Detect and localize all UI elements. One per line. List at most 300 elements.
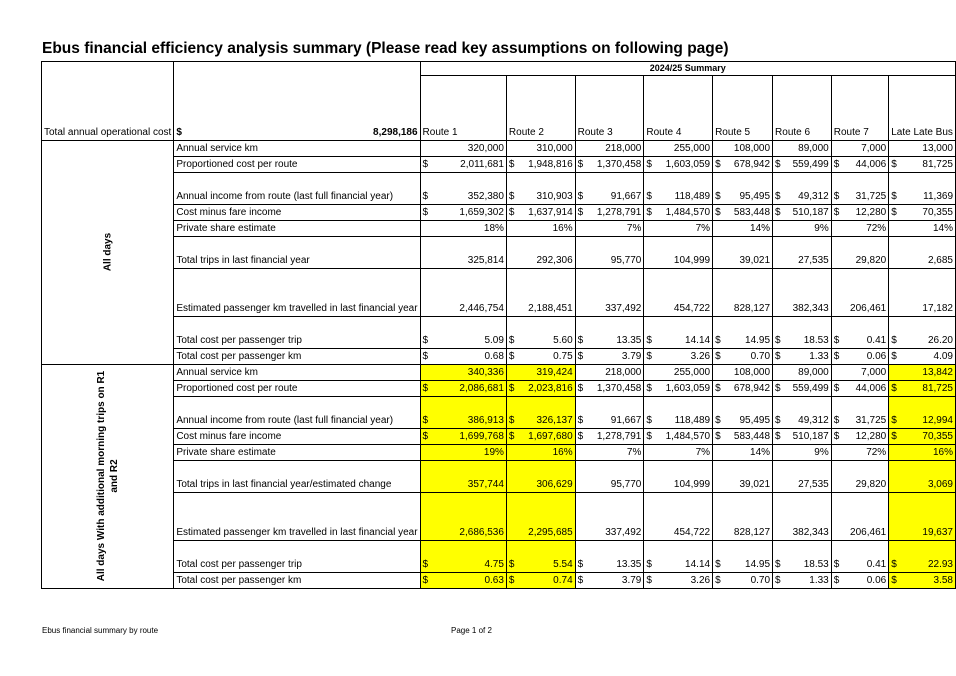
data-cell bbox=[713, 364, 773, 380]
cell-value: 81,725 bbox=[922, 382, 953, 394]
data-cell bbox=[713, 444, 773, 460]
cell-value: 255,000 bbox=[673, 366, 711, 378]
currency-sign: $ bbox=[508, 190, 515, 202]
currency-sign: $ bbox=[891, 382, 897, 394]
currency-sign: $ bbox=[833, 206, 840, 218]
data-cell bbox=[713, 220, 773, 236]
data-cell bbox=[575, 268, 644, 316]
cell-value: 357,744 bbox=[467, 478, 504, 490]
route-header: Route 3 bbox=[575, 76, 644, 141]
currency-sign: $ bbox=[646, 190, 652, 202]
route-header: Route 6 bbox=[773, 76, 832, 141]
currency-sign: $ bbox=[577, 558, 584, 570]
cell-value: 118,489 bbox=[674, 190, 711, 202]
data-cell bbox=[575, 380, 644, 396]
data-cell bbox=[831, 204, 888, 220]
currency-sign: $ bbox=[891, 350, 897, 362]
cell-value: 0.41 bbox=[866, 334, 887, 346]
cell-value: 206,461 bbox=[850, 302, 887, 314]
cell-value: 7,000 bbox=[861, 142, 887, 154]
data-cell bbox=[831, 156, 888, 172]
cell-value: 1,603,059 bbox=[665, 158, 711, 170]
header-row-routes bbox=[42, 76, 956, 141]
cell-value: 104,999 bbox=[673, 478, 711, 490]
currency-sign: $ bbox=[775, 574, 781, 586]
cell-value: 13.35 bbox=[616, 558, 642, 570]
data-cell bbox=[889, 268, 956, 316]
data-cell bbox=[831, 172, 888, 204]
data-cell bbox=[889, 204, 956, 220]
data-cell bbox=[889, 172, 956, 204]
cell-value: 510,187 bbox=[792, 430, 829, 442]
table-row bbox=[42, 156, 956, 172]
cell-value: 95,770 bbox=[610, 478, 642, 490]
table-row bbox=[42, 268, 956, 316]
currency-sign: $ bbox=[891, 574, 897, 586]
row-label: Total cost per passenger km bbox=[174, 572, 420, 588]
cell-value: 2,188,451 bbox=[528, 302, 573, 314]
data-cell bbox=[575, 220, 644, 236]
data-cell bbox=[831, 316, 888, 348]
data-cell bbox=[713, 380, 773, 396]
data-cell bbox=[773, 268, 832, 316]
data-cell bbox=[831, 492, 888, 540]
table-row bbox=[42, 540, 956, 572]
currency-sign: $ bbox=[577, 158, 584, 170]
data-cell bbox=[575, 460, 644, 492]
row-label: Total trips in last financial year bbox=[174, 236, 420, 268]
row-label: Annual income from route (last full financial year) bbox=[174, 172, 420, 204]
currency-sign: $ bbox=[577, 206, 584, 218]
cell-value: 0.06 bbox=[866, 350, 887, 362]
cell-value: 18.53 bbox=[803, 334, 829, 346]
cell-value: 326,137 bbox=[536, 414, 573, 426]
currency-sign: $ bbox=[833, 574, 840, 586]
cell-value: 108,000 bbox=[733, 366, 771, 378]
cell-value: 19% bbox=[483, 446, 504, 458]
currency-sign: $ bbox=[577, 430, 584, 442]
cell-value: 89,000 bbox=[798, 142, 829, 154]
cell-value: 0.74 bbox=[553, 574, 573, 586]
currency-sign: $ bbox=[508, 334, 515, 346]
cell-value: 218,000 bbox=[605, 366, 642, 378]
cell-value: 1.33 bbox=[809, 574, 829, 586]
cell-value: 49,312 bbox=[798, 414, 829, 426]
currency-sign: $ bbox=[577, 574, 584, 586]
data-cell bbox=[506, 396, 575, 428]
cell-value: 14.95 bbox=[745, 334, 771, 346]
cell-value: 255,000 bbox=[673, 142, 711, 154]
data-cell bbox=[420, 380, 506, 396]
cell-value: 386,913 bbox=[467, 414, 504, 426]
currency-sign: $ bbox=[715, 190, 721, 202]
cell-value: 5.60 bbox=[553, 334, 573, 346]
data-cell bbox=[889, 220, 956, 236]
cell-value: 7% bbox=[626, 446, 642, 458]
table-row bbox=[42, 364, 956, 380]
table-row bbox=[42, 140, 956, 156]
cell-value: 72% bbox=[866, 222, 887, 234]
data-cell bbox=[575, 172, 644, 204]
currency-sign: $ bbox=[422, 334, 429, 346]
currency-sign: $ bbox=[508, 350, 515, 362]
data-cell bbox=[506, 268, 575, 316]
data-cell bbox=[575, 364, 644, 380]
cell-value: 18% bbox=[483, 222, 504, 234]
row-label: Total trips in last financial year/estimated change bbox=[174, 460, 420, 492]
route-header: Late Late Bus bbox=[889, 76, 956, 141]
cell-value: 2,685 bbox=[927, 254, 953, 266]
cell-value: 2,011,681 bbox=[460, 158, 504, 170]
cell-value: 5.54 bbox=[553, 558, 573, 570]
blank-cell bbox=[42, 62, 174, 76]
data-cell bbox=[773, 140, 832, 156]
cell-value: 1,278,791 bbox=[596, 430, 642, 442]
data-cell bbox=[575, 396, 644, 428]
data-cell bbox=[420, 492, 506, 540]
data-cell bbox=[773, 316, 832, 348]
data-cell bbox=[831, 236, 888, 268]
table-row bbox=[42, 492, 956, 540]
data-cell bbox=[773, 364, 832, 380]
data-cell bbox=[889, 364, 956, 380]
data-cell bbox=[506, 428, 575, 444]
data-cell bbox=[575, 236, 644, 268]
data-cell bbox=[644, 348, 713, 364]
data-cell bbox=[506, 236, 575, 268]
cell-value: 0.75 bbox=[553, 350, 573, 362]
data-cell bbox=[575, 156, 644, 172]
data-cell bbox=[420, 316, 506, 348]
cell-value: 14% bbox=[932, 222, 953, 234]
currency-sign: $ bbox=[508, 558, 515, 570]
cell-value: 583,448 bbox=[733, 206, 771, 218]
route-header: Route 5 bbox=[713, 76, 773, 141]
currency-sign: $ bbox=[422, 558, 429, 570]
cell-value: 320,000 bbox=[467, 142, 504, 154]
data-cell bbox=[713, 172, 773, 204]
currency-sign: $ bbox=[775, 558, 781, 570]
cell-value: 337,492 bbox=[605, 526, 642, 538]
data-cell bbox=[889, 540, 956, 572]
currency-sign: $ bbox=[646, 350, 652, 362]
currency-sign: $ bbox=[833, 158, 840, 170]
total-cost-value: 8,298,186 bbox=[373, 126, 418, 138]
currency-sign: $ bbox=[577, 382, 584, 394]
section-label: All days bbox=[102, 232, 114, 272]
cell-value: 91,667 bbox=[610, 190, 642, 202]
data-cell bbox=[713, 268, 773, 316]
row-label: Total cost per passenger trip bbox=[174, 540, 420, 572]
data-cell bbox=[420, 236, 506, 268]
data-cell bbox=[575, 540, 644, 572]
currency-sign: $ bbox=[508, 574, 515, 586]
row-label: Estimated passenger km travelled in last financial year bbox=[174, 268, 420, 316]
data-cell bbox=[773, 396, 832, 428]
currency-sign: $ bbox=[646, 206, 652, 218]
cell-value: 72% bbox=[866, 446, 887, 458]
cell-value: 11,369 bbox=[923, 190, 953, 202]
data-cell bbox=[644, 140, 713, 156]
data-cell bbox=[644, 204, 713, 220]
section-label-cell bbox=[42, 364, 174, 588]
data-cell bbox=[773, 236, 832, 268]
row-label: Private share estimate bbox=[174, 220, 420, 236]
currency-sign: $ bbox=[775, 350, 781, 362]
cell-value: 310,903 bbox=[536, 190, 573, 202]
cell-value: 108,000 bbox=[733, 142, 771, 154]
data-cell bbox=[644, 236, 713, 268]
data-cell bbox=[889, 572, 956, 588]
cell-value: 306,629 bbox=[536, 478, 573, 490]
table-row bbox=[42, 444, 956, 460]
data-cell bbox=[644, 540, 713, 572]
data-cell bbox=[506, 492, 575, 540]
cell-value: 1,948,816 bbox=[528, 158, 573, 170]
data-cell bbox=[506, 364, 575, 380]
currency-sign: $ bbox=[715, 574, 721, 586]
cell-value: 510,187 bbox=[792, 206, 829, 218]
currency-sign: $ bbox=[577, 414, 584, 426]
page-title: Ebus financial efficiency analysis summary (Please read key assumptions on following page) bbox=[42, 40, 729, 57]
data-cell bbox=[713, 316, 773, 348]
currency-sign: $ bbox=[577, 190, 584, 202]
data-cell bbox=[889, 236, 956, 268]
currency-sign: $ bbox=[715, 430, 721, 442]
data-cell bbox=[773, 380, 832, 396]
cell-value: 583,448 bbox=[733, 430, 771, 442]
cell-value: 17,182 bbox=[922, 302, 953, 314]
cell-value: 14.14 bbox=[685, 558, 711, 570]
data-cell bbox=[644, 460, 713, 492]
data-cell bbox=[506, 572, 575, 588]
currency-sign: $ bbox=[775, 334, 781, 346]
data-cell bbox=[831, 396, 888, 428]
data-cell bbox=[575, 572, 644, 588]
data-cell bbox=[644, 156, 713, 172]
data-cell bbox=[713, 204, 773, 220]
currency-sign: $ bbox=[833, 382, 840, 394]
cell-value: 1,603,059 bbox=[665, 382, 711, 394]
row-label: Annual service km bbox=[174, 364, 420, 380]
data-cell bbox=[889, 140, 956, 156]
data-cell bbox=[889, 380, 956, 396]
table-row bbox=[42, 204, 956, 220]
data-cell bbox=[506, 156, 575, 172]
cell-value: 19,637 bbox=[922, 526, 953, 538]
currency-sign: $ bbox=[833, 414, 840, 426]
currency-sign: $ bbox=[422, 430, 429, 442]
route-header: Route 1 bbox=[420, 76, 506, 141]
cell-value: 22.93 bbox=[927, 558, 953, 570]
cell-value: 337,492 bbox=[605, 302, 642, 314]
data-cell bbox=[575, 428, 644, 444]
table-row bbox=[42, 172, 956, 204]
cell-value: 2,295,685 bbox=[528, 526, 573, 538]
table-row bbox=[42, 572, 956, 588]
total-cost-currency: $ bbox=[176, 126, 182, 138]
data-cell bbox=[506, 316, 575, 348]
section-label: All days With additional morning trips on R1 and R2 bbox=[95, 370, 120, 582]
summary-table bbox=[41, 61, 956, 589]
data-cell bbox=[773, 540, 832, 572]
row-label: Proportioned cost per route bbox=[174, 380, 420, 396]
data-cell bbox=[575, 492, 644, 540]
cell-value: 828,127 bbox=[733, 302, 771, 314]
cell-value: 0.70 bbox=[750, 574, 771, 586]
cell-value: 7% bbox=[626, 222, 642, 234]
data-cell bbox=[420, 220, 506, 236]
currency-sign: $ bbox=[833, 558, 840, 570]
row-label: Cost minus fare income bbox=[174, 204, 420, 220]
data-cell bbox=[420, 540, 506, 572]
data-cell bbox=[889, 444, 956, 460]
cell-value: 4.09 bbox=[933, 350, 953, 362]
table-row bbox=[42, 316, 956, 348]
data-cell bbox=[713, 396, 773, 428]
cell-value: 13,000 bbox=[922, 142, 953, 154]
table-row bbox=[42, 396, 956, 428]
cell-value: 0.70 bbox=[750, 350, 771, 362]
data-cell bbox=[831, 220, 888, 236]
data-cell bbox=[713, 460, 773, 492]
currency-sign: $ bbox=[577, 334, 584, 346]
currency-sign: $ bbox=[422, 382, 429, 394]
cell-value: 18.53 bbox=[803, 558, 829, 570]
total-cost-cell bbox=[174, 76, 420, 141]
data-cell bbox=[889, 316, 956, 348]
cell-value: 70,355 bbox=[922, 206, 953, 218]
data-cell bbox=[644, 268, 713, 316]
blank-cell bbox=[174, 62, 420, 76]
row-label: Private share estimate bbox=[174, 444, 420, 460]
data-cell bbox=[773, 204, 832, 220]
table-row bbox=[42, 348, 956, 364]
cell-value: 2,686,536 bbox=[459, 526, 504, 538]
data-cell bbox=[506, 204, 575, 220]
cell-value: 91,667 bbox=[610, 414, 642, 426]
currency-sign: $ bbox=[715, 158, 721, 170]
cell-value: 0.68 bbox=[484, 350, 504, 362]
currency-sign: $ bbox=[508, 430, 515, 442]
cell-value: 14% bbox=[750, 222, 771, 234]
currency-sign: $ bbox=[508, 414, 515, 426]
cell-value: 27,535 bbox=[798, 478, 829, 490]
currency-sign: $ bbox=[646, 430, 652, 442]
data-cell bbox=[713, 572, 773, 588]
data-cell bbox=[773, 348, 832, 364]
cell-value: 3.26 bbox=[690, 350, 711, 362]
data-cell bbox=[420, 572, 506, 588]
data-cell bbox=[831, 444, 888, 460]
data-cell bbox=[506, 380, 575, 396]
data-cell bbox=[506, 140, 575, 156]
row-label: Cost minus fare income bbox=[174, 428, 420, 444]
currency-sign: $ bbox=[833, 350, 840, 362]
cell-value: 0.06 bbox=[866, 574, 887, 586]
cell-value: 3.79 bbox=[621, 574, 642, 586]
currency-sign: $ bbox=[508, 158, 515, 170]
data-cell bbox=[644, 380, 713, 396]
data-cell bbox=[773, 172, 832, 204]
currency-sign: $ bbox=[422, 190, 429, 202]
cell-value: 39,021 bbox=[739, 254, 771, 266]
data-cell bbox=[773, 444, 832, 460]
cell-value: 27,535 bbox=[798, 254, 829, 266]
cell-value: 7,000 bbox=[861, 366, 887, 378]
cell-value: 0.63 bbox=[484, 574, 504, 586]
cell-value: 9% bbox=[814, 446, 829, 458]
cell-value: 12,280 bbox=[855, 430, 887, 442]
cell-value: 454,722 bbox=[673, 526, 711, 538]
data-cell bbox=[831, 364, 888, 380]
data-cell bbox=[773, 428, 832, 444]
row-label: Annual income from route (last full financial year) bbox=[174, 396, 420, 428]
data-cell bbox=[420, 444, 506, 460]
data-cell bbox=[420, 268, 506, 316]
row-label: Proportioned cost per route bbox=[174, 156, 420, 172]
data-cell bbox=[420, 140, 506, 156]
cell-value: 292,306 bbox=[536, 254, 573, 266]
currency-sign: $ bbox=[715, 414, 721, 426]
data-cell bbox=[713, 348, 773, 364]
row-label: Annual service km bbox=[174, 140, 420, 156]
data-cell bbox=[644, 220, 713, 236]
cell-value: 1,697,680 bbox=[528, 430, 573, 442]
data-cell bbox=[889, 492, 956, 540]
cell-value: 1,484,570 bbox=[665, 430, 711, 442]
cell-value: 44,006 bbox=[855, 158, 887, 170]
data-cell bbox=[644, 316, 713, 348]
data-cell bbox=[575, 348, 644, 364]
data-cell bbox=[420, 156, 506, 172]
footer-page-number: Page 1 of 2 bbox=[451, 626, 492, 635]
table-row bbox=[42, 236, 956, 268]
currency-sign: $ bbox=[775, 158, 781, 170]
currency-sign: $ bbox=[646, 558, 652, 570]
row-label: Total cost per passenger trip bbox=[174, 316, 420, 348]
cell-value: 1.33 bbox=[809, 350, 829, 362]
data-cell bbox=[831, 460, 888, 492]
currency-sign: $ bbox=[508, 206, 515, 218]
cell-value: 118,489 bbox=[674, 414, 711, 426]
cell-value: 49,312 bbox=[798, 190, 829, 202]
cell-value: 14.14 bbox=[685, 334, 711, 346]
currency-sign: $ bbox=[646, 414, 652, 426]
cell-value: 1,484,570 bbox=[665, 206, 711, 218]
data-cell bbox=[713, 540, 773, 572]
data-cell bbox=[420, 396, 506, 428]
route-header: Route 7 bbox=[831, 76, 888, 141]
data-cell bbox=[644, 492, 713, 540]
data-cell bbox=[773, 220, 832, 236]
data-cell bbox=[889, 428, 956, 444]
currency-sign: $ bbox=[775, 414, 781, 426]
currency-sign: $ bbox=[891, 430, 897, 442]
data-cell bbox=[831, 540, 888, 572]
data-cell bbox=[831, 380, 888, 396]
cell-value: 16% bbox=[932, 446, 953, 458]
currency-sign: $ bbox=[422, 414, 429, 426]
currency-sign: $ bbox=[833, 190, 840, 202]
cell-value: 3,069 bbox=[927, 478, 953, 490]
data-cell bbox=[420, 364, 506, 380]
currency-sign: $ bbox=[891, 206, 897, 218]
cell-value: 13,842 bbox=[922, 366, 953, 378]
data-cell bbox=[713, 140, 773, 156]
cell-value: 31,725 bbox=[855, 190, 887, 202]
cell-value: 678,942 bbox=[733, 382, 771, 394]
